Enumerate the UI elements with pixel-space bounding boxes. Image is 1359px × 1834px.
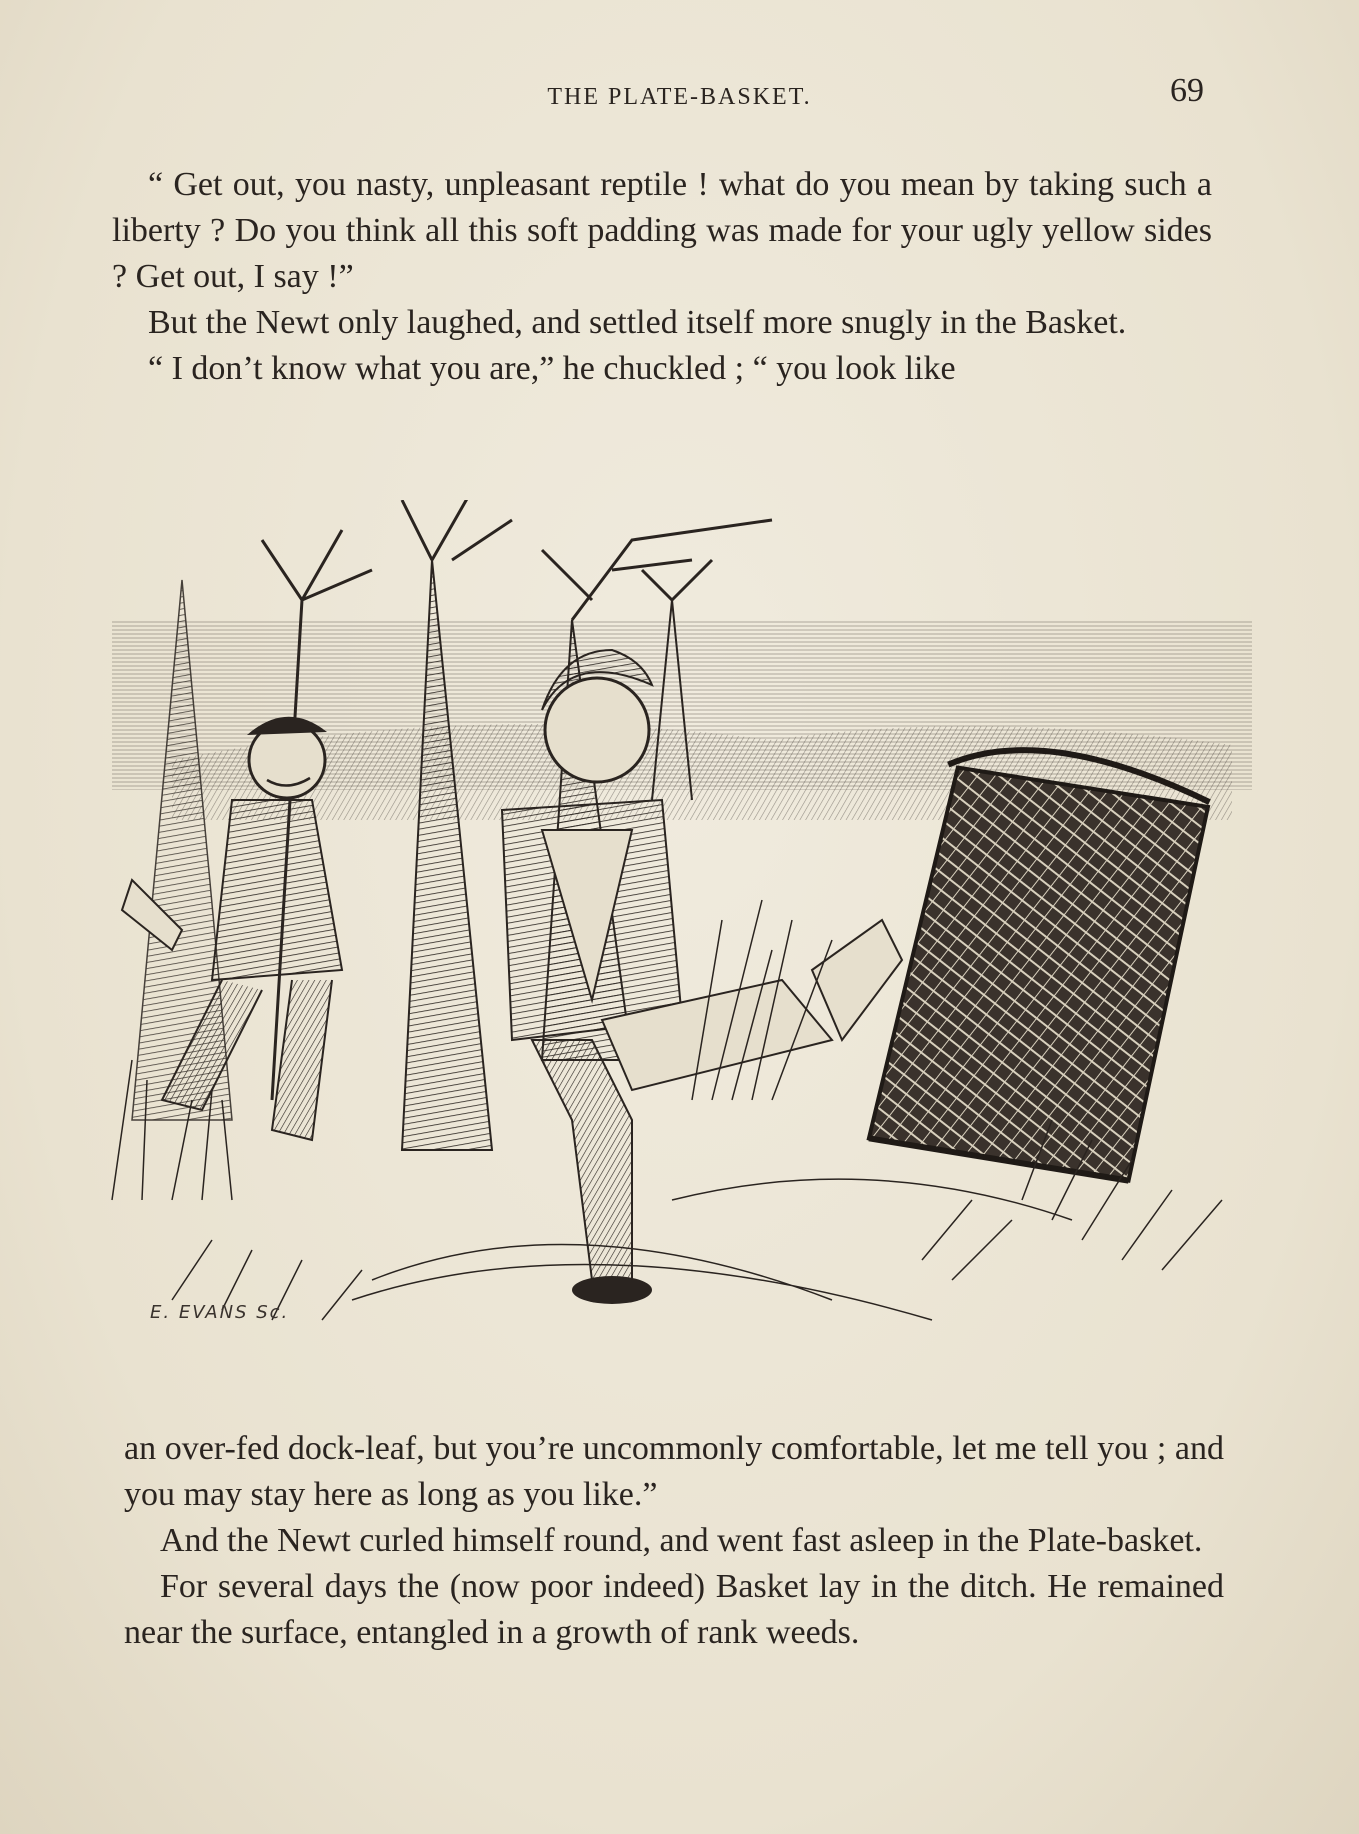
paragraph: an over-fed dock-leaf, but you’re uncommonly comfortable, let me tell you ; and you may stay here as long as you like.” [124, 1430, 1224, 1513]
bottom-text-block [124, 1426, 1224, 1656]
engraver-signature: E. EVANS Sc. [150, 1302, 290, 1323]
running-head: THE PLATE-BASKET. [547, 84, 812, 110]
paragraph: For several days the (now poor indeed) Basket lay in the ditch. He remained near the surface, entangled in a growth of rank weeds. [124, 1568, 1224, 1651]
paragraph: But the Newt only laughed, and settled itself more snugly in the Basket. [148, 304, 1127, 341]
page-number: 69 [1170, 72, 1204, 109]
paragraph: And the Newt curled himself round, and went fast asleep in the Plate-basket. [160, 1522, 1203, 1559]
engraving-illustration [72, 500, 1272, 1380]
paragraph: “ Get out, you nasty, unpleasant reptile ! what do you mean by taking such a liberty ? Do you think all this soft padding was made for your ugly yellow sides ? Get out, I say !” [112, 166, 1212, 295]
top-text-block [112, 162, 1212, 392]
paragraph: “ I don’t know what you are,” he chuckled ; “ you look like [148, 350, 956, 387]
